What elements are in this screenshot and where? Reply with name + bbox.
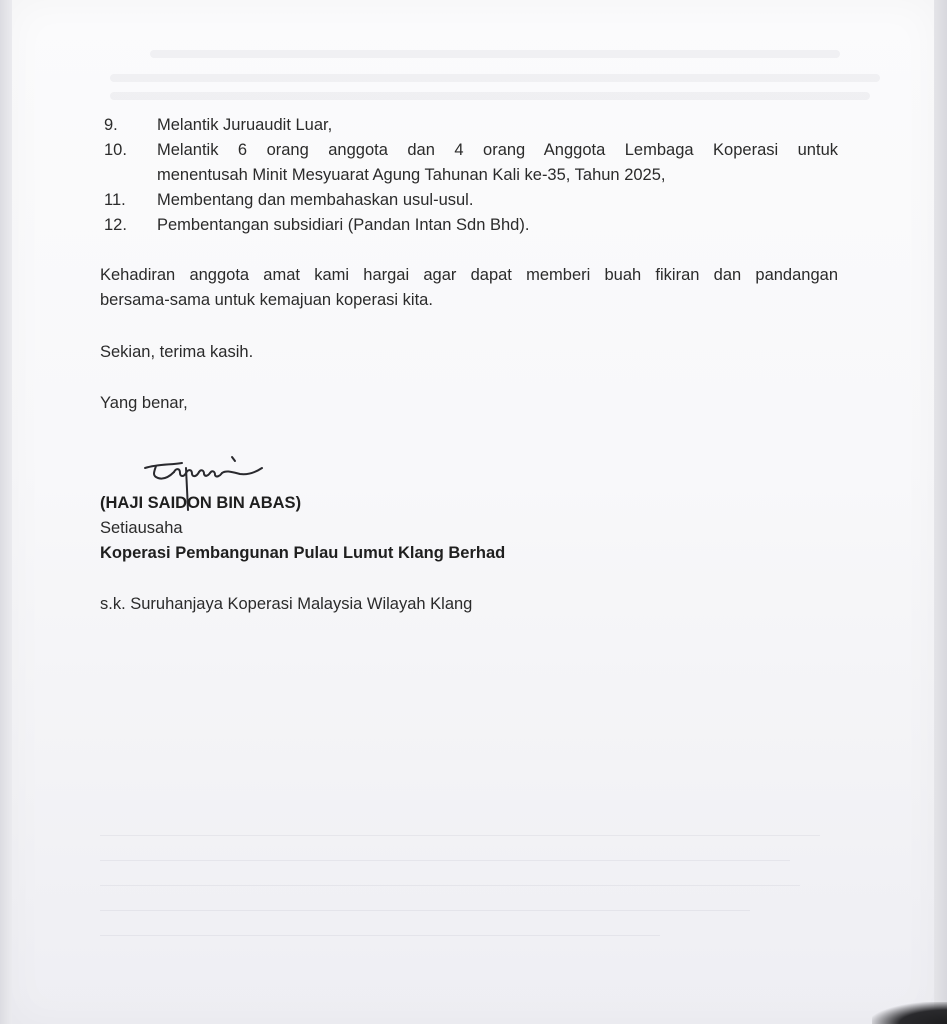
carbon-copy-line: s.k. Suruhanjaya Koperasi Malaysia Wilayah Klang (100, 595, 473, 613)
list-item-text-continued: menentusah Minit Mesyuarat Agung Tahunan Kali ke-35, Tahun 2025, (157, 166, 666, 184)
list-item-text: Melantik 6 orang anggota dan 4 orang Anggota Lembaga Koperasi untuk (157, 141, 838, 159)
right-edge-shadow (934, 0, 947, 1024)
list-item-text: Melantik Juruaudit Luar, (157, 116, 333, 134)
organization-name: Koperasi Pembangunan Pulau Lumut Klang Berhad (100, 544, 506, 562)
show-through-line (100, 910, 750, 911)
body-paragraph-line: Kehadiran anggota amat kami hargai agar dapat memberi buah fikiran dan pandangan (100, 266, 838, 284)
show-through-line (110, 92, 870, 100)
body-paragraph-line: bersama-sama untuk kemajuan koperasi kita. (100, 291, 433, 309)
list-item-text: Membentang dan membahaskan usul-usul. (157, 191, 474, 209)
closing-text: Sekian, terima kasih. (100, 343, 254, 361)
show-through-line (100, 835, 820, 836)
show-through-line (110, 74, 880, 82)
list-item-text: Pembentangan subsidiari (Pandan Intan Sdn Bhd). (157, 216, 530, 234)
signatory-title: Setiausaha (100, 519, 183, 537)
salutation-text: Yang benar, (100, 394, 188, 412)
left-edge-shadow (0, 0, 12, 1024)
show-through-line (100, 860, 790, 861)
list-item-number: 9. (104, 116, 118, 134)
list-item-number: 10. (104, 141, 127, 159)
list-item-number: 12. (104, 216, 127, 234)
show-through-line (150, 50, 840, 58)
show-through-line (100, 885, 800, 886)
list-item-number: 11. (104, 191, 126, 209)
photo-corner-shadow (872, 1002, 947, 1024)
show-through-line (100, 935, 660, 936)
signatory-name: (HAJI SAIDON BIN ABAS) (100, 494, 302, 512)
